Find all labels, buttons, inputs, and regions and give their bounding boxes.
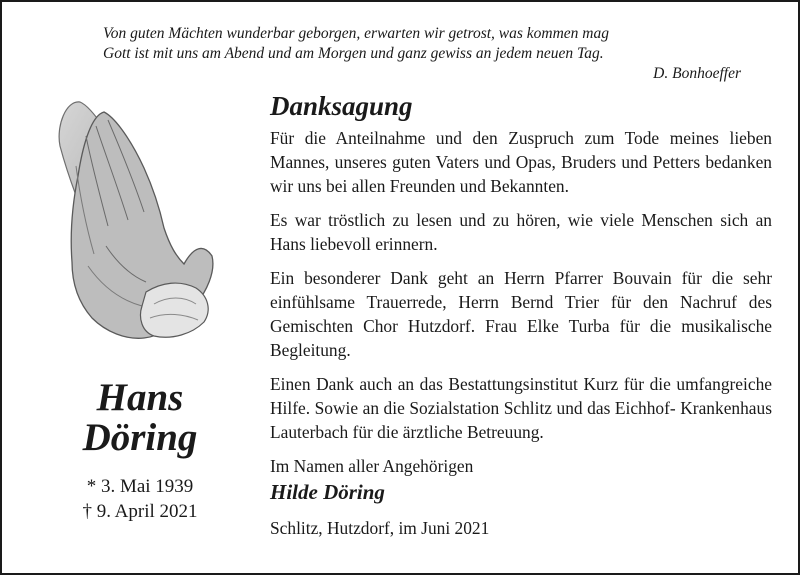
last-name: Döring [82,416,198,459]
thanks-notice [270,89,772,540]
life-dates [40,474,240,524]
closing-line: Im Namen aller Angehörigen [270,456,474,476]
place-and-date: Schlitz, Hutzdorf, im Juni 2021 [270,518,490,538]
quote-author: D. Bonhoeffer [653,65,741,82]
praying-hands-icon [46,96,218,342]
birth-date: * 3. Mai 1939 [86,476,194,497]
thanks-paragraph-3: Ein besonderer Dank geht an Herrn Pfarrer Bouvain für die sehr einfühlsame Trauerrede, Herrn Bernd Trier für den Nachruf des Gemischten Chor Hutzdorf. Frau Elke Turba für die musikalische Begleitung. [270,268,772,360]
quote-line-2: Gott ist mit uns am Abend und am Morgen und ganz gewiss an jedem neuen Tag. [103,45,604,62]
deceased-name [40,378,240,458]
thanks-paragraph-4: Einen Dank auch an das Bestattungsinstitut Kurz für die umfangreiche Hilfe. Sowie an die Sozialstation Schlitz und das Eichhof- Krankenhaus Lauterbach für die ärztliche Betreuung. [270,374,772,442]
bonhoeffer-quote [103,24,743,84]
signer-name: Hilde Döring [270,480,385,504]
quote-line-1: Von guten Mächten wunderbar geborgen, erwarten wir getrost, was kommen mag [103,25,609,42]
thanks-paragraph-1: Für die Anteilnahme und den Zuspruch zum Tode meines lieben Mannes, unseres guten Vaters und Opas, Bruders und Petters bedanken wir uns bei allen Freunden und Bekannten. [270,128,772,196]
death-date: † 9. April 2021 [82,501,198,522]
thanks-paragraph-2: Es war tröstlich zu lesen und zu hören, wie viele Menschen sich an Hans liebevoll erinnern. [270,210,772,254]
notice-title: Danksagung [270,91,413,121]
first-name: Hans [96,376,184,419]
